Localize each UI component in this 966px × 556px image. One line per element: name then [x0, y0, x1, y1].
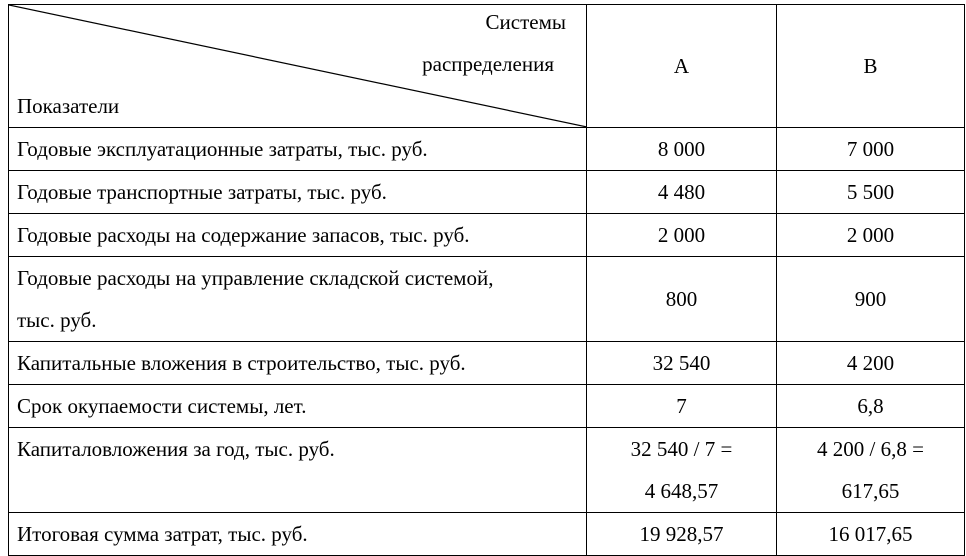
row-label: Итоговая сумма затрат, тыс. руб. — [9, 513, 587, 556]
value-b — [777, 428, 965, 513]
diagonal-header-cell — [9, 5, 587, 128]
table-header-row — [9, 5, 965, 128]
table-row — [9, 214, 965, 257]
value-b: 7 000 — [777, 128, 965, 171]
value-a — [587, 428, 777, 513]
row-label: Годовые эксплуатационные затраты, тыс. руб. — [9, 128, 587, 171]
value-b: 2 000 — [777, 214, 965, 257]
indicators-label: Показатели — [17, 94, 120, 118]
systems-label-line2: распределения — [422, 52, 554, 76]
systems-label-line1: Системы — [485, 10, 566, 34]
row-label: Капиталовложения за год, тыс. руб. — [9, 428, 587, 513]
table-row — [9, 342, 965, 385]
cost-comparison-table — [8, 4, 965, 556]
value-b: 16 017,65 — [777, 513, 965, 556]
column-header-b: В — [777, 5, 965, 128]
value-a-line1: 32 540 / 7 = — [630, 437, 733, 461]
row-label-line2: тыс. руб. — [17, 308, 97, 332]
row-label: Годовые транспортные затраты, тыс. руб. — [9, 171, 587, 214]
value-a: 2 000 — [587, 214, 777, 257]
value-a: 19 928,57 — [587, 513, 777, 556]
value-a: 4 480 — [587, 171, 777, 214]
table-row — [9, 513, 965, 556]
row-label: Годовые расходы на содержание запасов, тыс. руб. — [9, 214, 587, 257]
value-a: 8 000 — [587, 128, 777, 171]
value-a: 32 540 — [587, 342, 777, 385]
table-row — [9, 257, 965, 342]
value-b-line2: 617,65 — [841, 479, 900, 503]
value-b: 4 200 — [777, 342, 965, 385]
table-row — [9, 428, 965, 513]
value-a: 7 — [587, 385, 777, 428]
table-row — [9, 128, 965, 171]
table-row — [9, 171, 965, 214]
column-header-a: А — [587, 5, 777, 128]
row-label: Срок окупаемости системы, лет. — [9, 385, 587, 428]
table-row — [9, 385, 965, 428]
row-label — [9, 257, 587, 342]
value-a-line2: 4 648,57 — [644, 479, 719, 503]
value-b: 6,8 — [777, 385, 965, 428]
value-b: 900 — [777, 257, 965, 342]
value-b: 5 500 — [777, 171, 965, 214]
row-label-line1: Годовые расходы на управление складской системой, — [17, 266, 494, 290]
value-a: 800 — [587, 257, 777, 342]
value-b-line1: 4 200 / 6,8 = — [817, 437, 924, 461]
row-label: Капитальные вложения в строительство, тыс. руб. — [9, 342, 587, 385]
